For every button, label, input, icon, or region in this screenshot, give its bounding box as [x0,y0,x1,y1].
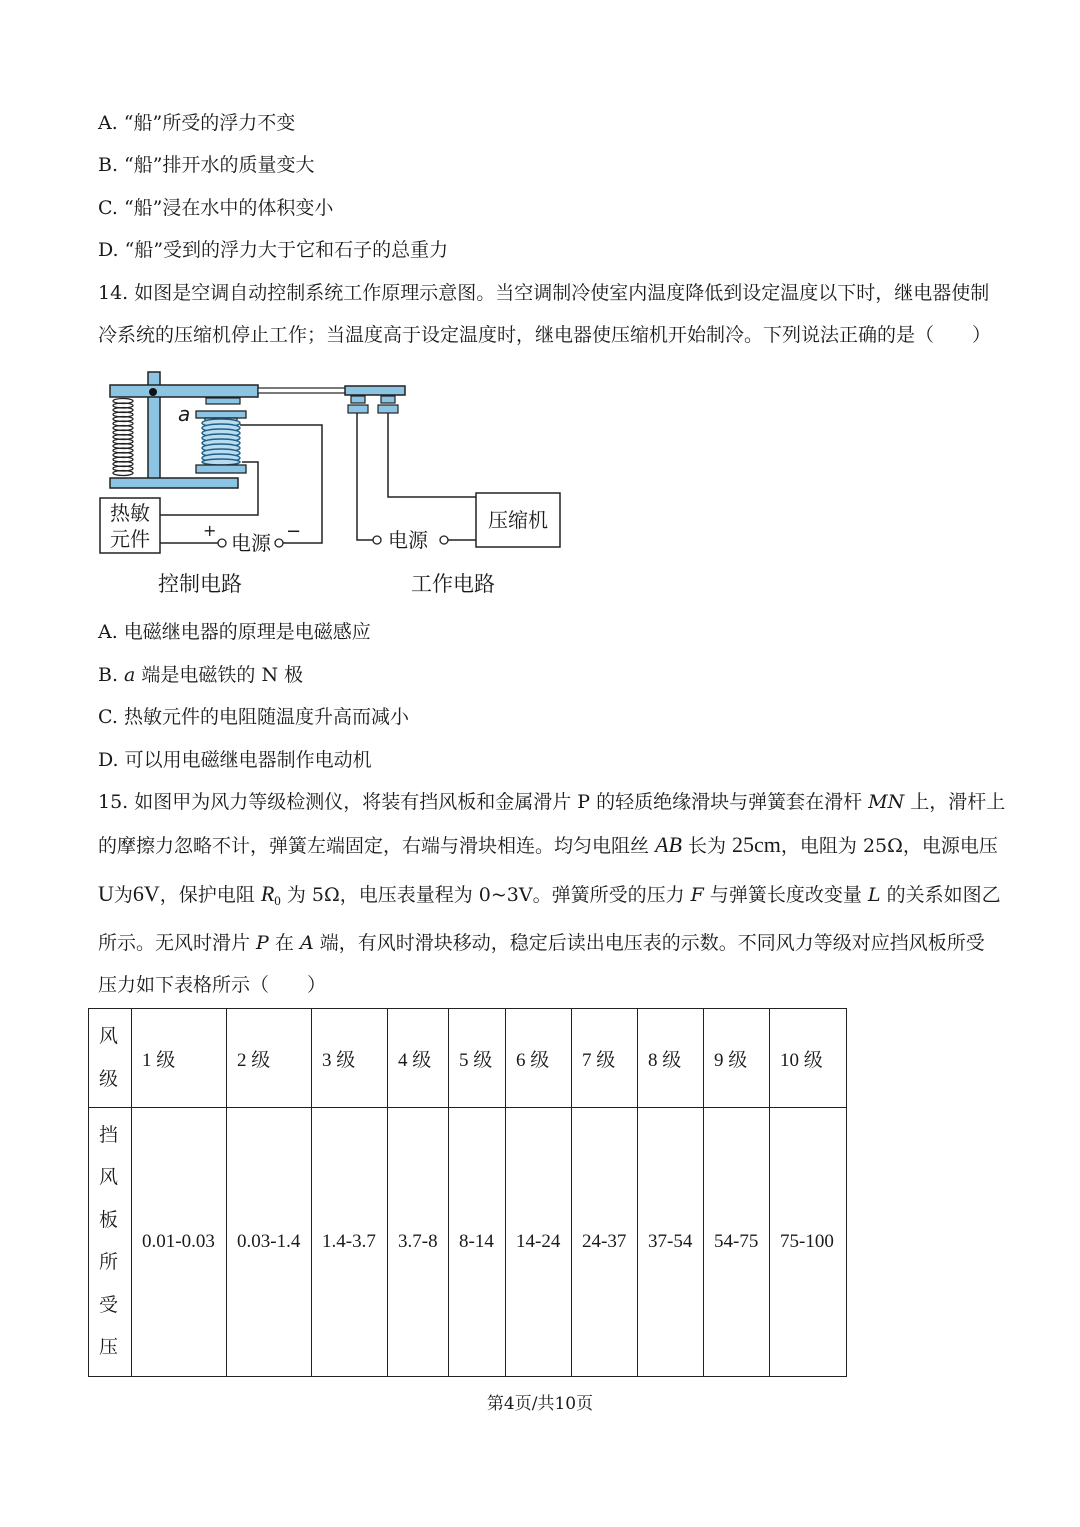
plus-terminal-label: + [203,521,217,540]
q15-stem-line-5: 压力如下表格所示（ ） [98,974,327,996]
q15-l2-b: 长为 [681,835,733,857]
pressure-cell: 3.7-8 [388,1108,449,1377]
pressure-cell: 0.01-0.03 [132,1108,227,1377]
contact-right-top [381,396,395,403]
q15-l4-a: 所示。无风时滑片 [98,932,257,954]
q14-option-c: C. 热敏元件的电阻随温度升高而减小 [98,706,409,728]
pressure-cell: 8-14 [449,1108,506,1377]
q13-option-a: A. “船”所受的浮力不变 [98,112,296,134]
q13-option-d: D. “船”受到的浮力大于它和石子的总重力 [98,239,449,261]
control-terminal-left [218,539,226,547]
q13-option-c: C. “船”浸在水中的体积变小 [98,197,334,219]
contact-left-bottom [348,405,368,413]
q15-l2-c: ，电阻为 25Ω，电源电压 [780,835,998,857]
control-terminal-right [275,539,283,547]
q15-l2-a: 的摩擦力忽略不计，弹簧左端固定，右端与滑块相连。均匀电阻丝 [98,835,656,857]
control-power-label: 电源 [231,531,271,555]
spring [113,399,133,476]
q13-option-b: B. “船”排开水的质量变大 [98,154,315,176]
row-label-cell [89,1108,132,1377]
level-cell: 10 级 [770,1009,847,1108]
q15-var-u: U [98,881,114,906]
level-cell: 9 级 [704,1009,770,1108]
level-cell: 5 级 [449,1009,506,1108]
electromagnet-coil [202,419,240,465]
q15-var-a: A [299,932,314,954]
q15-l1-b: 上，滑杆上 [904,791,1006,813]
level-cell: 3 级 [312,1009,388,1108]
header-label: 风级 [99,1026,119,1090]
wind-level-table [88,1008,847,1377]
contact-right-bottom [378,405,398,413]
moving-contact-bar [345,386,405,395]
level-cell: 7 级 [572,1009,638,1108]
q15-stem-line-4 [98,928,985,958]
q14-option-a: A. 电磁继电器的原理是电磁感应 [98,621,371,643]
lever-rod [258,388,346,393]
minus-terminal-label: − [286,521,302,542]
table-row [89,1108,847,1377]
q15-stem-line-2 [98,830,998,860]
q14-stem-line-2: 冷系统的压缩机停止工作；当温度高于设定温度时，继电器使压缩机开始制冷。下列说法正确的是（ ） [98,324,992,346]
q14-option-b [98,660,303,690]
work-terminal-right [440,536,448,544]
pressure-cell: 14-24 [506,1108,572,1377]
q15-length-value: 25cm [732,832,781,857]
thermistor-label-line-2: 元件 [110,527,150,551]
q15-l3-b: ，保护电阻 [159,884,261,906]
pressure-cell: 0.03-1.4 [227,1108,312,1377]
work-wire-left [357,413,373,540]
q15-l4-b: 在 [268,932,300,954]
q15-l3-d: 与弹簧长度改变量 [703,884,868,906]
table-header-row [89,1009,847,1108]
q14-stem-line-1: 14. 如图是空调自动控制系统工作原理示意图。当空调制冷使室内温度降低到设定温度以下时，继电器使制 [98,282,990,304]
q15-l3-c: 为 5Ω，电压表量程为 0~3V。弹簧所受的压力 [280,884,691,906]
pivot-point [149,388,157,396]
q15-l3-a: 为 [113,884,133,906]
magnet-top-plate [196,411,246,418]
row-label: 挡风板所受压 [99,1124,119,1358]
level-cell: 4 级 [388,1009,449,1108]
relay-circuit-diagram [0,360,600,610]
control-wire-top [240,425,322,543]
q15-l1-a: 15. 如图甲为风力等级检测仪，将装有挡风板和金属滑片 P 的轻质绝缘滑块与弹簧套在滑杆 [98,791,869,813]
q15-var-f: F [690,884,704,906]
base-plate [110,478,238,488]
label-a: a [178,402,191,426]
compressor-label: 压缩机 [488,508,548,532]
armature [206,398,240,404]
pressure-cell: 37-54 [638,1108,704,1377]
thermistor-label-line-1: 热敏 [110,501,150,525]
level-cell: 2 级 [227,1009,312,1108]
page-footer: 第4页/共10页 [486,1394,594,1414]
q14-option-b-var: a [124,664,136,686]
header-label-cell [89,1009,132,1108]
q15-l3-e: 的关系如图乙 [880,884,1001,906]
q15-var-p: P [256,932,269,954]
work-power-label: 电源 [388,528,428,552]
caption-work-circuit: 工作电路 [411,572,495,596]
pressure-cell: 54-75 [704,1108,770,1377]
contact-left-top [351,396,365,403]
q14-option-d: D. 可以用电磁继电器制作电动机 [98,749,372,771]
level-cell: 1 级 [132,1009,227,1108]
q15-stem-line-1 [98,787,1005,817]
level-cell: 8 级 [638,1009,704,1108]
q15-var-ab: AB [655,832,682,857]
work-terminal-left [373,536,381,544]
lever-bar [110,385,258,397]
caption-control-circuit: 控制电路 [158,572,242,596]
q14-option-b-rest: 端是电磁铁的 N 极 [135,664,304,686]
q15-voltage-value: 6V [132,881,160,906]
q15-var-r: R [260,881,275,906]
pressure-cell: 1.4-3.7 [312,1108,388,1377]
q15-var-r-subscript: 0 [274,893,281,908]
work-wire-right [388,413,476,497]
q15-var-mn: MN [868,791,905,813]
q14-option-b-prefix: B. [98,664,125,686]
level-cell: 6 级 [506,1009,572,1108]
pressure-cell: 24-37 [572,1108,638,1377]
q15-var-l: L [867,884,881,906]
magnet-bottom-plate [196,465,246,473]
q15-stem-line-3 [98,879,1001,909]
pressure-cell: 75-100 [770,1108,847,1377]
q15-l4-c: 端，有风时滑块移动，稳定后读出电压表的示数。不同风力等级对应挡风板所受 [313,932,985,954]
